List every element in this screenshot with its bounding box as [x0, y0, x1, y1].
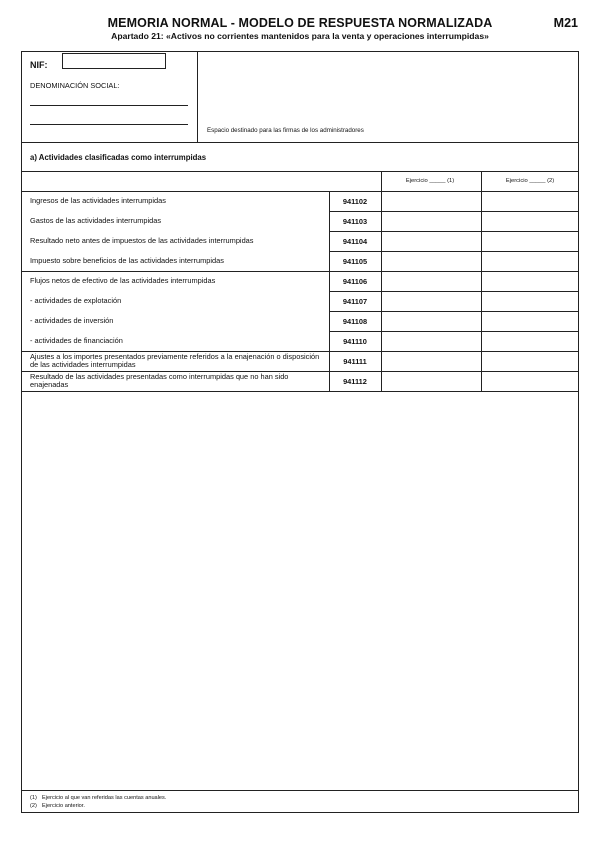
table-row-label: Flujos netos de efectivo de las actividades interrumpidas — [30, 276, 216, 285]
footnote-text: Ejercicio anterior. — [42, 803, 85, 809]
table-row-code: 941112 — [343, 377, 367, 386]
footnote-item — [30, 794, 166, 802]
section-a-bottom-line — [21, 171, 579, 172]
value-cell-col2[interactable] — [482, 212, 579, 231]
value-cell-col2[interactable] — [482, 312, 579, 331]
value-cell-col2[interactable] — [482, 372, 579, 391]
footnote-number: (2) — [30, 803, 37, 809]
value-cell-col1[interactable] — [382, 272, 481, 291]
footnotes-top-line — [21, 790, 579, 791]
identification-divider — [197, 51, 198, 142]
footnote-item — [30, 802, 166, 810]
table-row-code: 941105 — [342, 257, 368, 266]
value-cell-col2[interactable] — [482, 252, 579, 271]
section-a-title: a) Actividades clasificadas como interrumpidas — [30, 153, 207, 162]
form-subtitle: Apartado 21: «Activos no corrientes mantenidos para la venta y operaciones interrumpidas» — [111, 31, 489, 41]
value-cell-col2[interactable] — [482, 232, 579, 251]
footnotes — [30, 794, 166, 810]
table-row-label: Gastos de las actividades interrumpidas — [30, 216, 162, 225]
table-row-label: Impuesto sobre beneficios de las actividades interrumpidas — [30, 256, 224, 265]
table-row-code: 941107 — [342, 297, 368, 306]
table-row-label: Resultado de las actividades presentadas como interrumpidas que no han sido enajenadas — [30, 372, 289, 390]
table-row-code: 941108 — [342, 317, 368, 326]
table-row-code: 941111 — [343, 357, 367, 366]
table-row-label: - actividades de explotación — [30, 296, 122, 305]
value-cell-col1[interactable] — [382, 332, 481, 351]
table-row-label: Ingresos de las actividades interrumpidas — [30, 196, 166, 205]
table-row-label: - actividades de inversión — [30, 316, 114, 325]
value-cell-col1[interactable] — [382, 212, 481, 231]
value-cell-col1[interactable] — [382, 312, 481, 331]
denominacion-line-2[interactable] — [30, 124, 188, 125]
value-cell-col1[interactable] — [382, 372, 481, 391]
identification-bottom-line — [21, 142, 579, 143]
table-row-label: - actividades de financiación — [30, 336, 123, 345]
value-cell-col2[interactable] — [482, 292, 579, 311]
table-bottom-line — [21, 391, 579, 392]
column-header-2: Ejercicio _____ (2) — [505, 178, 555, 184]
table-row-label: Ajustes a los importes presentados previamente referidos a la enajenación o disposición de las actividades interrumpidas — [30, 352, 320, 370]
table-row-code: 941104 — [342, 237, 368, 246]
table-row-code: 941103 — [342, 217, 368, 226]
value-cell-col1[interactable] — [382, 232, 481, 251]
value-cell-col1[interactable] — [382, 192, 481, 211]
table-row-label: Resultado neto antes de impuestos de las actividades interrumpidas — [30, 236, 254, 245]
value-cell-col1[interactable] — [382, 352, 481, 371]
denominacion-line-1[interactable] — [30, 105, 188, 106]
footnote-text: Ejercicio al que van referidas las cuentas anuales. — [42, 795, 167, 801]
form-code: M21 — [553, 16, 578, 30]
form-title: MEMORIA NORMAL - MODELO DE RESPUESTA NORMALIZADA — [107, 16, 493, 30]
free-text-area[interactable] — [22, 393, 578, 789]
table-row-code: 941106 — [342, 277, 368, 286]
value-cell-col1[interactable] — [382, 292, 481, 311]
value-cell-col2[interactable] — [482, 332, 579, 351]
value-cell-col2[interactable] — [482, 192, 579, 211]
value-cell-col2[interactable] — [482, 272, 579, 291]
denominacion-label: DENOMINACIÓN SOCIAL: — [30, 81, 120, 90]
nif-label: NIF: — [30, 60, 48, 70]
table-row-code: 941110 — [343, 337, 367, 346]
table-row-code: 941102 — [342, 197, 368, 206]
signatures-note: Espacio destinado para las firmas de los administradores — [207, 127, 364, 134]
value-cell-col2[interactable] — [482, 352, 579, 371]
value-cell-col1[interactable] — [382, 252, 481, 271]
footnote-number: (1) — [30, 795, 37, 801]
column-header-1: Ejercicio _____ (1) — [405, 178, 455, 184]
nif-field[interactable] — [62, 53, 166, 69]
